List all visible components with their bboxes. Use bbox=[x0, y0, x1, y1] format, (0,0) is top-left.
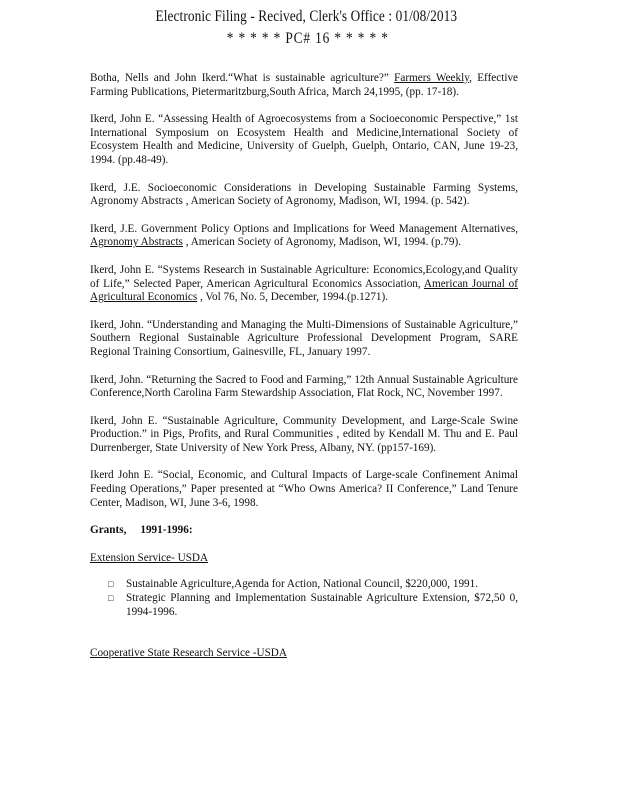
reference-publication-title: Farmers Weekly bbox=[394, 72, 470, 84]
reference-list bbox=[90, 72, 518, 510]
checkbox-bullet-icon: □ bbox=[108, 579, 114, 590]
reference-text: Ikerd, John E. “Systems Research in Sustainable Agriculture: Economics,Ecology,and Quality of Life,” Selected Paper, American Agricultural Economics Association, bbox=[90, 263, 518, 290]
reference-text: Ikerd, John. “Returning the Sacred to Food and Farming,” 12th Annual Sustainable Agriculture Conference,North Carolina Farm Stewardship Association, Flat Rock, NC, November 1997. bbox=[90, 373, 518, 400]
reference-text: Ikerd, J.E. Government Policy Options and Implications for Weed Management Alternatives, bbox=[90, 222, 518, 235]
grant-item-text: Sustainable Agriculture,Agenda for Action, National Council, $220,000, 1991. bbox=[126, 578, 479, 591]
reference-text: Ikerd, J.E. Socioeconomic Considerations in Developing Sustainable Farming Systems, Agronomy Abstracts , American Society of Agronomy, Madison, WI, 1994. (p. 542). bbox=[90, 181, 518, 208]
reference-text-tail: , American Society of Agronomy, Madison, WI, 1994. (p.79). bbox=[182, 236, 462, 249]
reference-text: Ikerd John E. “Social, Economic, and Cultural Impacts of Large-scale Confinement Animal Feeding Operations,” Paper presented at “Who Owns America? II Conference,” Land Tenure Center, Madison, WI, June 3-6, 1998. bbox=[90, 469, 518, 509]
reference-entry bbox=[90, 319, 518, 360]
grant-section-csrs bbox=[90, 647, 518, 661]
pc-number-line: * * * * * PC# 16 * * * * * bbox=[226, 30, 389, 47]
reference-text: Ikerd, John. “Understanding and Managing the Multi-Dimensions of Sustainable Agriculture,” Southern Regional Sustainable Agriculture Professional Development Program, SARE Regional Training Consortium, Gainesville, FL, January 1997. bbox=[90, 318, 518, 358]
checkbox-bullet-icon: □ bbox=[108, 593, 114, 604]
grant-item bbox=[108, 578, 518, 592]
grant-items bbox=[90, 578, 518, 619]
reference-text: Ikerd, John E. “Assessing Health of Agroecosystems from a Socioeconomic Perspective,” 1st International Symposium on Ecosystem Health and Medicine,International Society of Ecosystem Health and Medicine, University of Guelph, Guelph, Ontario, CAN, June 19-23, 1994. (pp.48-49). bbox=[90, 113, 518, 166]
reference-entry bbox=[90, 113, 518, 167]
reference-publication-title: Agronomy Abstracts bbox=[90, 236, 183, 249]
reference-entry bbox=[90, 374, 518, 401]
reference-entry bbox=[90, 415, 518, 456]
grant-section-csrs-label: Cooperative State Research Service -USDA bbox=[90, 647, 287, 660]
grant-item bbox=[108, 592, 518, 619]
reference-entry bbox=[90, 264, 518, 305]
reference-text-tail: , Vol 76, No. 5, December, 1994.(p.1271). bbox=[197, 291, 389, 304]
grants-heading bbox=[90, 524, 518, 538]
reference-publication-title: American Journal of Agricultural Economics bbox=[90, 277, 518, 304]
grant-section-extension-label: Extension Service- USDA bbox=[90, 551, 209, 564]
filing-stamp-line: Electronic Filing - Recived, Clerk's Office : 01/08/2013 bbox=[155, 8, 458, 25]
grants-label: Grants, bbox=[90, 524, 127, 537]
reference-text: Ikerd, John E. “Sustainable Agriculture, Community Development, and Large-Scale Swine Production.” in Pigs, Profits, and Rural Communities , edited by Kendall M. Thu and E. Paul Durrenberger, State University of New York Press, Albany, NY. (pp157-169). bbox=[90, 414, 518, 454]
grant-section-extension bbox=[90, 552, 518, 566]
grants-years: 1991-1996: bbox=[140, 524, 193, 537]
grant-item-text: Strategic Planning and Implementation Sustainable Agriculture Extension, $72,50 0, 1994-1996. bbox=[126, 592, 518, 618]
reference-entry bbox=[90, 182, 518, 209]
document-body bbox=[90, 72, 518, 674]
reference-entry bbox=[90, 223, 518, 250]
reference-entry bbox=[90, 72, 518, 99]
reference-text-tail: , Effective Farming Publications, Pietermaritzburg,South Africa, March 24,1995, (pp. 17-18). bbox=[90, 72, 519, 98]
reference-text: Botha, Nells and John Ikerd.“What is sustainable agriculture?” bbox=[90, 72, 395, 84]
reference-entry bbox=[90, 469, 518, 510]
